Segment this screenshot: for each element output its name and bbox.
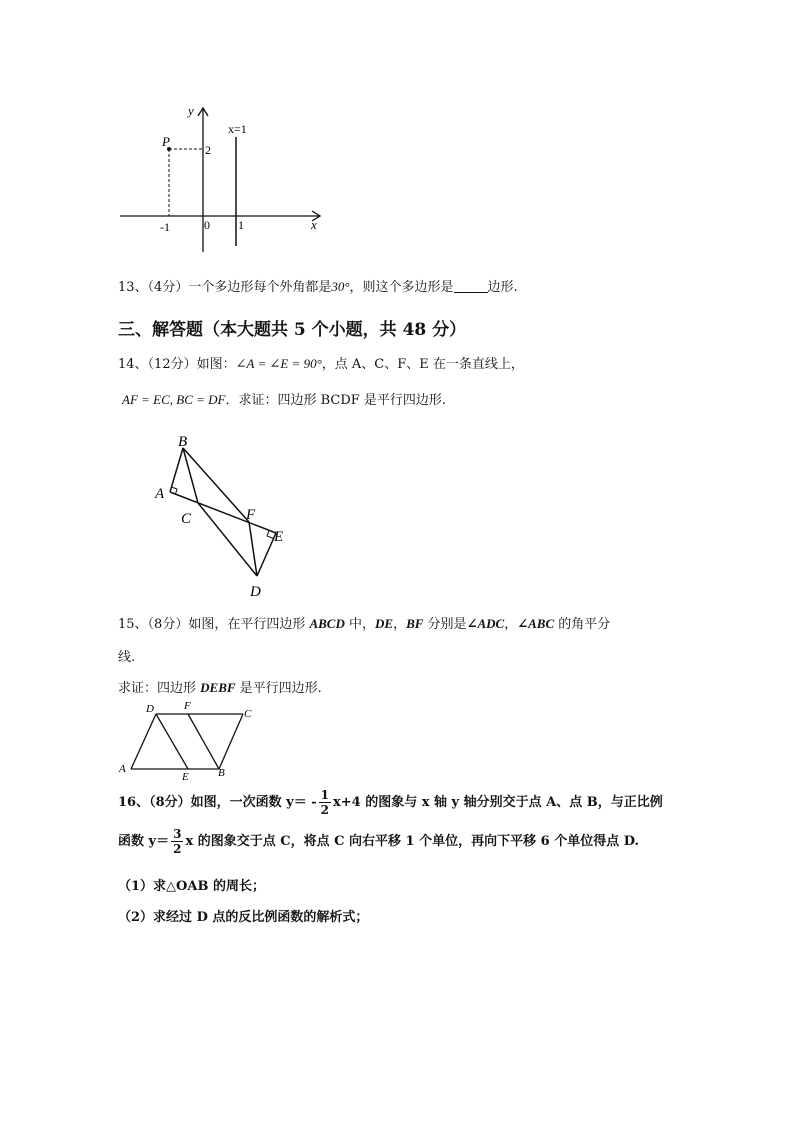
label-b: B [178, 434, 188, 450]
question-15-line3 [118, 677, 322, 696]
y-axis-label: y [188, 103, 194, 118]
side-bc [219, 714, 243, 769]
q13-mid: ，则这个多边形是 [349, 280, 454, 295]
label-a: A [155, 486, 165, 502]
label-d: D [250, 584, 261, 600]
question-16-line1 [118, 788, 663, 817]
q14-angle-math: ∠A = ∠E = 90° [235, 356, 322, 371]
q15-line3-suffix: 是平行四边形. [235, 681, 322, 696]
label-b: B [218, 767, 225, 779]
question-14-line1 [118, 353, 524, 372]
q15-mid2: ， [393, 617, 407, 632]
fraction-one-half [319, 788, 331, 817]
line-label: x=1 [228, 122, 247, 136]
q15-abcd: ABCD [309, 616, 345, 631]
q13-suffix: 边形. [487, 280, 518, 295]
q15-bf: BF [406, 616, 424, 631]
question-14-line2 [122, 389, 446, 408]
q14-equation: AF = EC, BC = DF [122, 392, 226, 407]
tick-1: 1 [238, 218, 244, 232]
q13-answer-blank[interactable] [454, 280, 488, 293]
label-e: E [182, 771, 189, 782]
q14-line2-suffix: ．求证：四边形 BCDF 是平行四边形. [225, 393, 447, 408]
side-ad [131, 714, 156, 769]
fraction-numerator: 1 [320, 788, 329, 802]
figure-15 [116, 700, 261, 782]
q14-line1-suffix: ，点 A、C、F、E 在一条直线上， [321, 357, 524, 372]
tick-neg1: -1 [160, 220, 170, 234]
fraction-numerator: 3 [173, 827, 182, 841]
q16-prefix: 16、（8分）如图，一次函数 y＝ - [118, 795, 317, 810]
q15-line1-suffix: 的角平分 [554, 617, 611, 632]
q16-line1-suffix: x+4 的图象与 x 轴 y 轴分别交于点 A、点 B，与正比例 [333, 795, 663, 810]
q15-abc: ∠ABC [517, 616, 555, 631]
label-f: F [184, 700, 191, 712]
segment-de [156, 714, 188, 769]
q15-prefix: 15、（8分）如图，在平行四边形 [118, 617, 310, 632]
question-16-part2: （2）求经过 D 点的反比例函数的解析式； [118, 910, 369, 925]
fraction-denominator: 2 [173, 842, 182, 856]
q15-line3-prefix: 求证：四边形 [118, 681, 201, 696]
tick-0: 0 [204, 218, 210, 232]
x-axis-label: x [311, 217, 317, 232]
q15-adc: ∠ADC [466, 616, 505, 631]
figure-14 [148, 430, 298, 602]
question-15-line2: 线. [118, 650, 136, 665]
coordinate-figure [115, 100, 330, 260]
q15-mid4: ， [504, 617, 518, 632]
label-f: F [246, 507, 256, 523]
q15-mid3: 分别是 [423, 617, 467, 632]
label-d: D [146, 703, 154, 715]
question-16-part1: （1）求△OAB 的周长； [118, 879, 265, 894]
q15-debf: DEBF [200, 680, 236, 695]
label-c: C [181, 511, 192, 527]
q16-line2-prefix: 函数 y＝ [118, 834, 170, 849]
segment-fb [188, 714, 219, 769]
question-13 [118, 276, 518, 295]
q14-prefix: 14、（12分）如图： [118, 357, 236, 372]
tick-2: 2 [205, 143, 211, 157]
label-e: E [274, 529, 284, 545]
q15-de: DE [375, 616, 394, 631]
label-c: C [244, 708, 252, 720]
q13-angle: 30° [331, 279, 350, 294]
question-15-line1 [118, 613, 610, 632]
point-p-label: P [162, 134, 170, 149]
q13-prefix: 13、（4分）一个多边形每个外角都是 [118, 280, 332, 295]
fraction-three-halves [171, 827, 183, 856]
label-a: A [119, 763, 126, 775]
q16-line2-suffix: x 的图象交于点 C，将点 C 向右平移 1 个单位，再向下平移 6 个单位得点 D. [185, 834, 640, 849]
section-three-heading: 三、解答题（本大题共 5 个小题，共 48 分） [118, 320, 467, 340]
question-16-line2 [118, 827, 639, 856]
line-ba [170, 448, 183, 492]
fraction-denominator: 2 [320, 803, 329, 817]
q15-mid1: 中， [344, 617, 375, 632]
